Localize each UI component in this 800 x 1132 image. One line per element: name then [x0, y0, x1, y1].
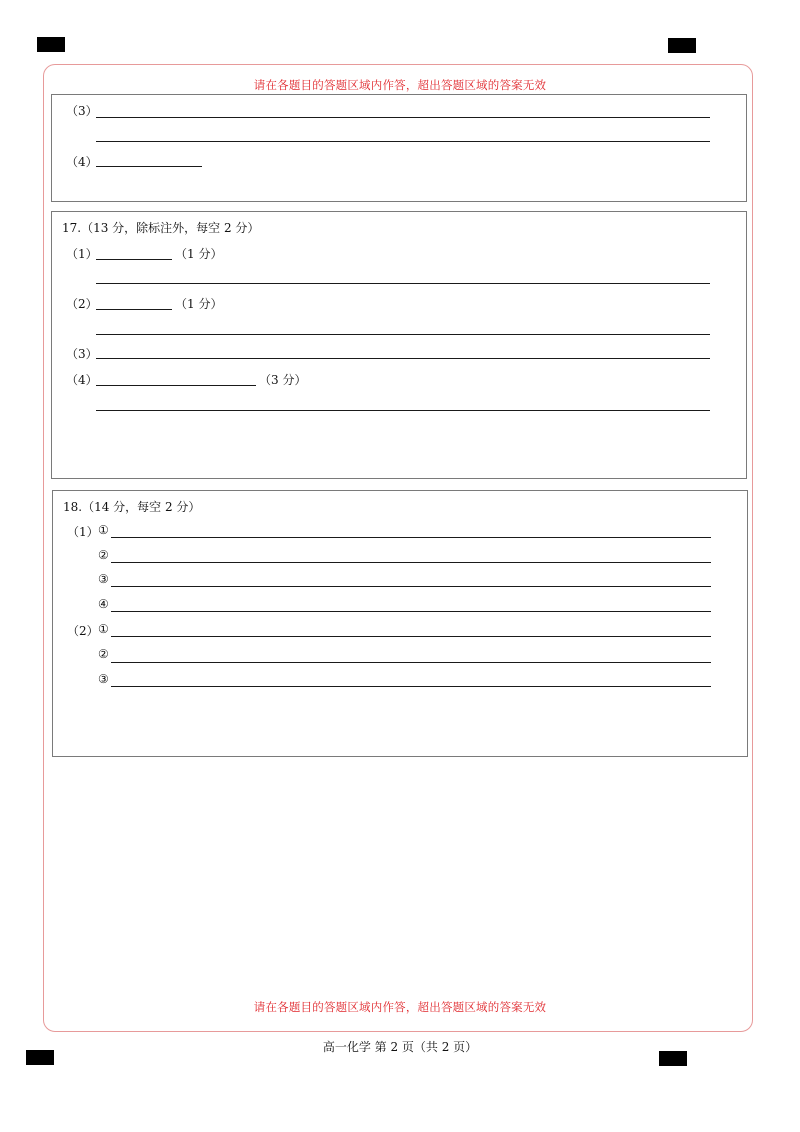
q16-part-3-answer-line-2[interactable]	[96, 141, 710, 142]
q17-part-1-answer-blank[interactable]	[96, 259, 172, 260]
q17-part-4-answer-blank[interactable]	[96, 385, 256, 386]
q18-part-1-item-2-label: ②	[98, 548, 109, 562]
q18-part-2-item-3-label: ③	[98, 672, 109, 686]
q18-part-2-item-2-label: ②	[98, 647, 109, 661]
q18-title: 18.（14 分，每空 2 分）	[63, 500, 201, 514]
q18-part-2-label: （2）	[67, 624, 99, 638]
q18-part-1-label: （1）	[67, 525, 99, 539]
q16-part-3-answer-line-1[interactable]	[96, 117, 710, 118]
q18-part-2-item-1-answer-line[interactable]	[111, 636, 711, 637]
q16-part-3-label: （3）	[66, 104, 98, 118]
q17-part-1-score: （1 分）	[175, 247, 223, 261]
q17-part-2-answer-line[interactable]	[96, 334, 710, 335]
q18-part-1-item-4-answer-line[interactable]	[111, 611, 711, 612]
q18-part-2-item-3-answer-line[interactable]	[111, 686, 711, 687]
q17-part-2-label: （2）	[66, 297, 98, 311]
q18-part-1-item-1-answer-line[interactable]	[111, 537, 711, 538]
q17-part-4-label: （4）	[66, 373, 98, 387]
q18-part-2-item-1-label: ①	[98, 622, 109, 636]
q16-part-4-label: （4）	[66, 155, 98, 169]
q17-part-4-answer-line[interactable]	[96, 410, 710, 411]
q18-part-1-item-2-answer-line[interactable]	[111, 562, 711, 563]
question-17-box	[51, 211, 747, 479]
q17-part-1-answer-line[interactable]	[96, 283, 710, 284]
q18-part-1-item-3-label: ③	[98, 572, 109, 586]
q17-part-3-label: （3）	[66, 347, 98, 361]
q17-part-1-label: （1）	[66, 247, 98, 261]
q18-part-2-item-2-answer-line[interactable]	[111, 662, 711, 663]
registration-mark-top-right	[668, 38, 696, 53]
question-16-box	[51, 94, 747, 202]
q18-part-1-item-4-label: ④	[98, 597, 109, 611]
q17-part-4-score: （3 分）	[259, 373, 307, 387]
bottom-notice: 请在各题目的答题区域内作答，超出答题区域的答案无效	[253, 1000, 547, 1014]
q18-part-1-item-1-label: ①	[98, 523, 109, 537]
q16-part-4-answer-line[interactable]	[96, 166, 202, 167]
q17-part-2-score: （1 分）	[175, 297, 223, 311]
q17-title: 17.（13 分，除标注外，每空 2 分）	[62, 221, 260, 235]
q17-part-2-answer-blank[interactable]	[96, 309, 172, 310]
top-notice: 请在各题目的答题区域内作答，超出答题区域的答案无效	[253, 78, 547, 92]
q17-part-3-answer-line[interactable]	[96, 358, 710, 359]
page-footer: 高一化学 第 2 页（共 2 页）	[322, 1040, 478, 1054]
q18-part-1-item-3-answer-line[interactable]	[111, 586, 711, 587]
registration-mark-top-left	[37, 37, 65, 52]
question-18-box	[52, 490, 748, 757]
